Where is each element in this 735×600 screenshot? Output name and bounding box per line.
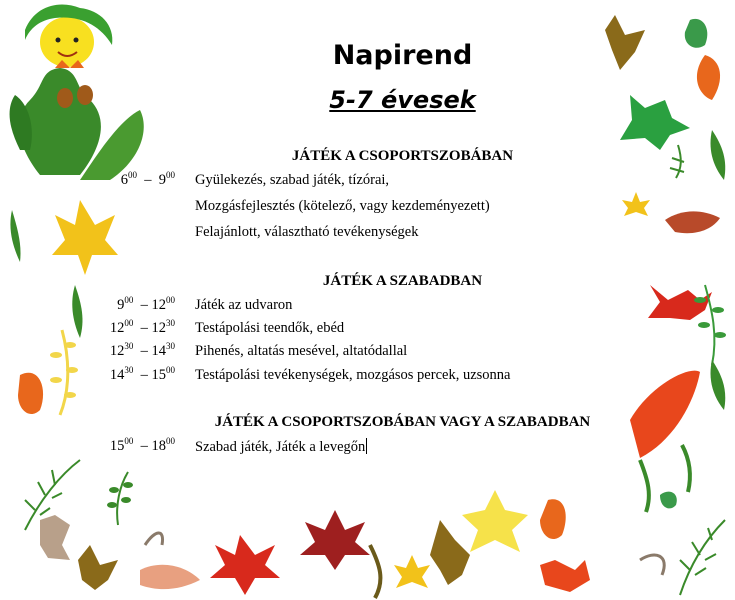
- oak-leaf-icon: [540, 560, 590, 592]
- section-heading: JÁTÉK A CSOPORTSZOBÁBAN VAGY A SZABADBAN: [214, 414, 591, 430]
- maple-leaf-icon: [622, 192, 650, 216]
- text-cursor: [366, 438, 367, 454]
- activity-text: Felajánlott, választható tevékenységek: [195, 224, 419, 240]
- activity-text: Szabad játék, Játék a levegőn: [195, 439, 366, 455]
- leaf-icon: [660, 492, 677, 509]
- maple-leaf-icon: [300, 510, 370, 570]
- oak-leaf-icon: [40, 515, 70, 560]
- grass-leaf-icon: [370, 545, 380, 598]
- activity-text: Testápolási tevékenységek, mozgásos percek, uzsonna: [195, 367, 511, 383]
- grass-leaf-icon: [640, 460, 649, 512]
- oak-leaf-icon: [140, 565, 200, 589]
- grass-leaf-icon: [711, 130, 726, 180]
- time-range: $12^{00} - 12^{30}$: [109, 318, 175, 336]
- oak-leaf-icon: [540, 499, 566, 539]
- oak-leaf-icon: [665, 211, 720, 233]
- page-subtitle: 5-7 évesek: [329, 86, 476, 114]
- maple-leaf-icon: [52, 200, 118, 275]
- time-range: $9^{00} - 12^{00}$: [117, 295, 175, 313]
- time-range: $12^{30} - 14^{30}$: [109, 341, 175, 359]
- fern-icon: [680, 520, 725, 595]
- fern-icon: [107, 472, 133, 525]
- grass-leaf-icon: [682, 445, 690, 492]
- section-heading: JÁTÉK A SZABADBAN: [322, 273, 483, 289]
- maple-leaf-icon: [462, 490, 528, 552]
- grass-leaf-icon: [10, 210, 20, 262]
- activity-text: Gyülekezés, szabad játék, tízórai,: [195, 172, 390, 188]
- oak-leaf-icon: [18, 373, 43, 414]
- oak-leaf-icon: [430, 520, 470, 585]
- maple-leaf-icon: [210, 535, 280, 595]
- stem-icon: [145, 533, 163, 545]
- page-title: Napirend: [332, 40, 473, 71]
- leaf-icon: [630, 371, 700, 458]
- fern-icon: [670, 145, 684, 178]
- activity-text: Mozgásfejlesztés (kötelező, vagy kezdeményezett): [195, 198, 490, 214]
- stem-icon: [640, 555, 664, 575]
- maple-leaf-icon: [394, 555, 430, 588]
- time-range: $6^{00} - 9^{00}$: [120, 170, 175, 188]
- activity-text: Pihenés, altatás mesével, altatódallal: [195, 343, 408, 359]
- activity-text: Testápolási teendők, ebéd: [195, 320, 345, 336]
- time-range: $15^{00} - 18^{00}$: [109, 436, 175, 454]
- grass-leaf-icon: [711, 360, 726, 410]
- activity-text: Játék az udvaron: [195, 297, 293, 313]
- time-range: $14^{30} - 15^{00}$: [109, 365, 175, 383]
- maple-leaf-icon: [78, 545, 118, 590]
- section-heading: JÁTÉK A CSOPORTSZOBÁBAN: [291, 148, 514, 164]
